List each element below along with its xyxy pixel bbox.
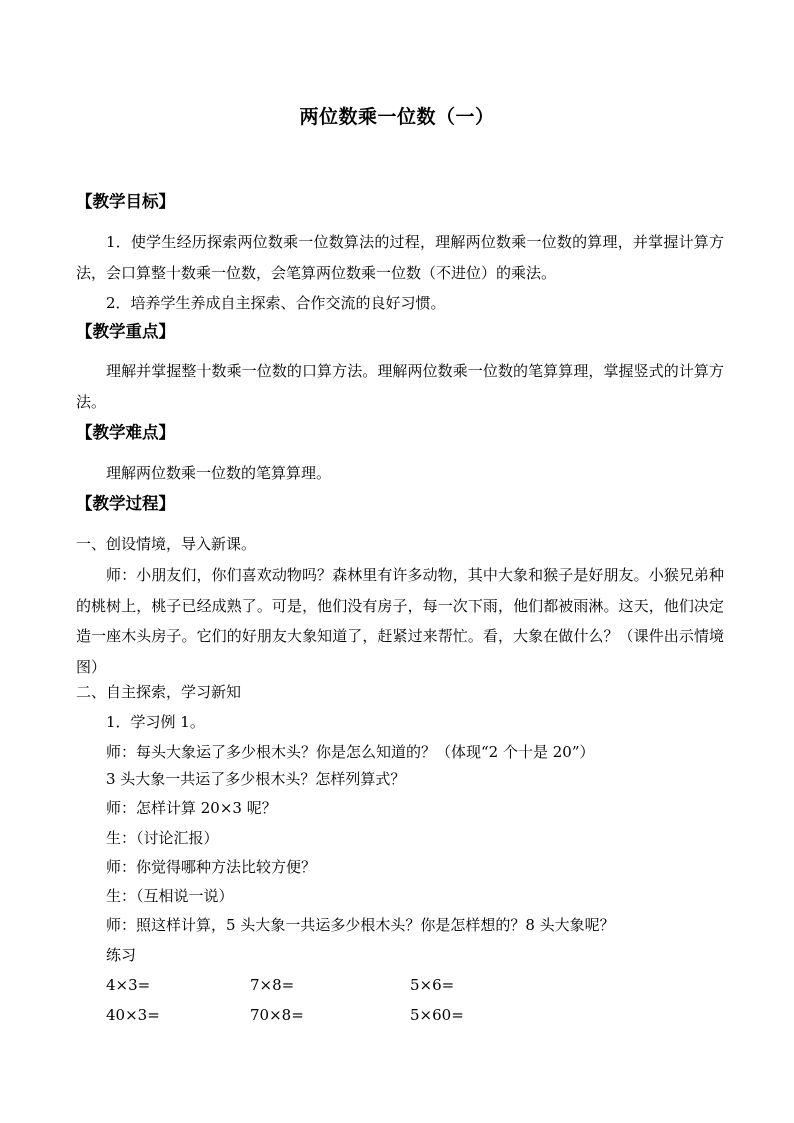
key-points-text: 理解并掌握整十数乘一位数的口算方法。理解两位数乘一位数的笔算算理，掌握竖式的计算方法。 [76,362,724,411]
document-title: 两位数乘一位数（一） [299,106,495,128]
heading-difficulties: 【教学难点】 [76,423,175,442]
heading-teaching-goals: 【教学目标】 [76,192,175,211]
exercise-r1-c2: 7×8= [250,976,295,994]
difficulties-text: 理解两位数乘一位数的笔算算理。 [106,464,332,482]
heading-teaching-process: 【教学过程】 [76,494,175,513]
process-part1-title: 一、创设情境，导入新课。 [76,535,257,553]
process-line-9: 练习 [106,946,137,964]
heading-key-points: 【教学重点】 [76,322,175,341]
process-part1-text: 师：小朋友们，你们喜欢动物吗？森林里有许多动物，其中大象和猴子是好朋友。小猴兄弟种的桃树上，桃子已经成熟了。可是，他们没有房子，每一次下雨，他们都被雨淋。这天，他们决定造一座木头房子。它们的好朋友大象知道了，赶紧过来帮忙。看，大象在做什么？（课件出示情境图） [76,566,724,676]
process-line-5: 生：（讨论汇报） [106,829,219,847]
exercise-r1-c3: 5×6= [410,976,455,994]
exercise-r1-c1: 4×3= [106,976,151,994]
exercise-r2-c2: 70×8= [250,1006,304,1024]
exercise-r2-c3: 5×60= [410,1006,464,1024]
process-line-6: 师：你觉得哪种方法比较方便？ [106,858,317,876]
process-line-2: 师：每头大象运了多少根木头？你是怎么知道的？（体现“2 个十是 20”） [106,743,595,761]
goal-item-1: 1．使学生经历探索两位数乘一位数算法的过程，理解两位数乘一位数的算理，并掌握计算方法，会口算整十数乘一位数，会笔算两位数乘一位数（不进位）的乘法。 [76,233,724,282]
process-line-8: 师：照这样计算，5 头大象一共运多少根木头？你是怎样想的？8 头大象呢？ [106,916,615,934]
process-line-1: 1．学习例 1。 [106,713,205,731]
process-line-4: 师：怎样计算 20×3 呢？ [106,799,277,817]
process-line-3: 3 头大象一共运了多少根木头？怎样列算式？ [106,770,406,788]
goal-item-2: 2．培养学生养成自主探索、合作交流的良好习惯。 [106,294,446,312]
process-line-7: 生：（互相说一说） [106,887,234,905]
process-part2-title: 二、自主探索，学习新知 [76,683,242,701]
exercise-r2-c1: 40×3= [106,1006,160,1024]
